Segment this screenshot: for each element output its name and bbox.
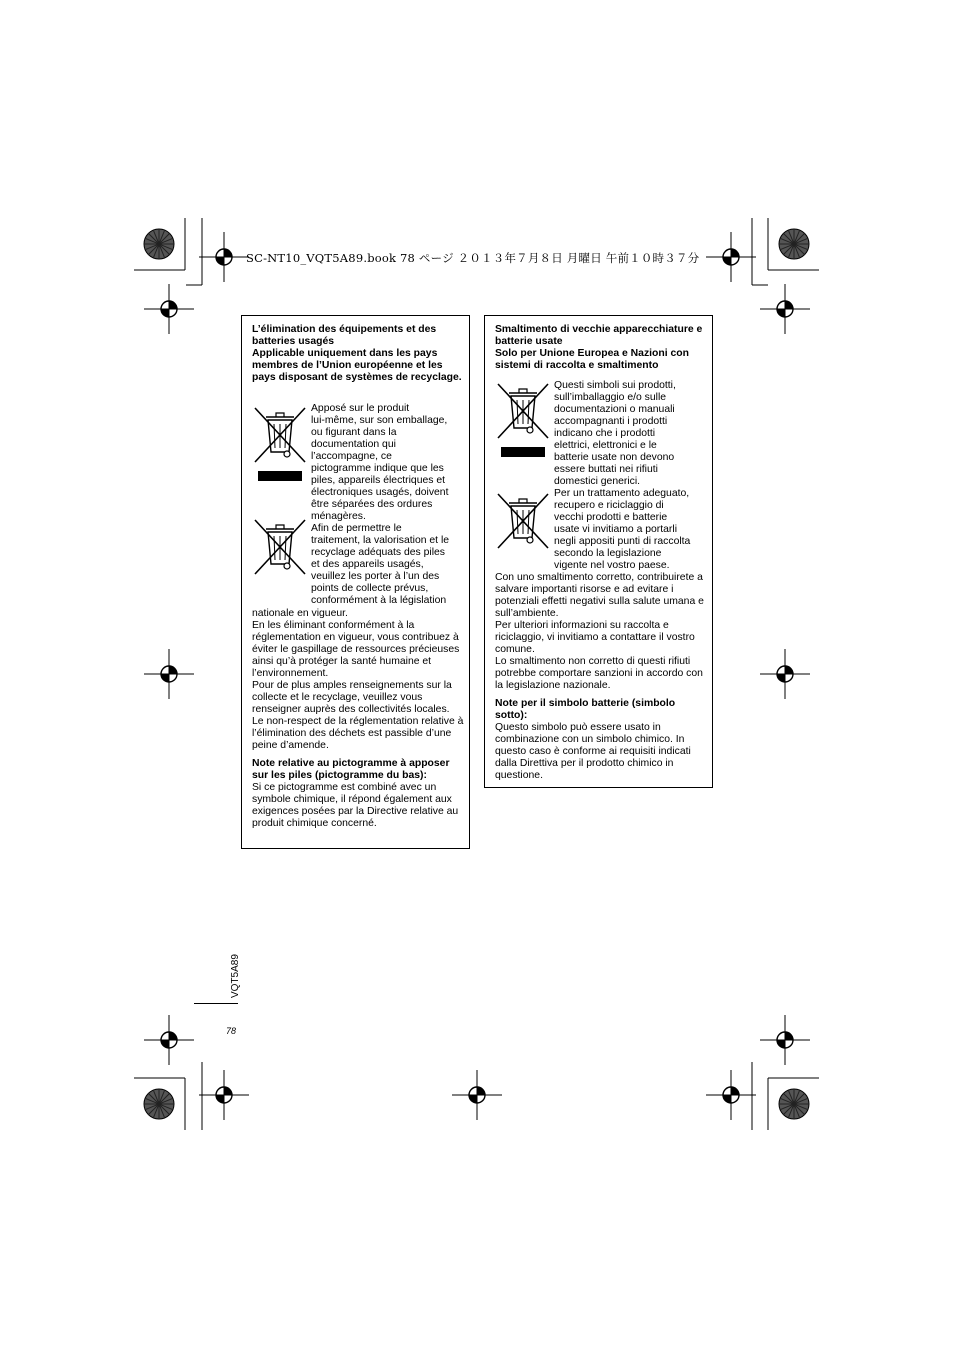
italian-note-body: Questo simbolo può essere usato in combinazione con un simbolo chimico. In questo caso è conforme ai requisiti indicati dalla Direttiva per il prodotto chimico in questione. bbox=[495, 722, 691, 781]
text-line: accompagnanti i prodotti bbox=[554, 416, 668, 427]
text-line: lui-même, sur son emballage, bbox=[311, 415, 448, 426]
french-body bbox=[252, 608, 464, 830]
text-line: Apposé sur le produit bbox=[311, 403, 410, 414]
crossed-bin-icon bbox=[252, 516, 308, 578]
separate-collection-bar bbox=[501, 447, 545, 457]
text-line: ménagères. bbox=[311, 511, 366, 522]
page-number: 78 bbox=[226, 1026, 237, 1036]
french-subtitle: Applicable uniquement dans les pays membres de l’Union européenne et les pays disposant de systèmes de recyclage. bbox=[252, 348, 462, 383]
text-line: documentazioni o manuali bbox=[554, 404, 675, 415]
french-note-body: Si ce pictogramme est combiné avec un symbole chimique, il répond également aux exigences posées par la Directive relative au produit chimique concerné. bbox=[252, 782, 459, 829]
crossed-bin-icon bbox=[252, 404, 308, 466]
text-line: domestici generici. bbox=[554, 476, 641, 487]
text-line: points de collecte prévus, bbox=[311, 583, 429, 594]
text-line: documentation qui bbox=[311, 439, 396, 450]
crossed-bin-icon bbox=[495, 380, 551, 442]
french-para4: Le non-respect de la réglementation relative à l’élimination des déchets est passible d’une peine d’amende. bbox=[252, 716, 464, 751]
text-line: veuillez les porter à l’un des bbox=[311, 571, 440, 582]
text-line: l’accompagne, ce bbox=[311, 451, 392, 462]
french-title: L’élimination des équipements et des batteries usagés bbox=[252, 324, 437, 347]
text-line: traitement, la valorisation et le bbox=[311, 535, 450, 546]
text-line: recupero e riciclaggio di bbox=[554, 500, 664, 511]
text-line: negli appositi punti di raccolta bbox=[554, 536, 691, 547]
text-line: conformément à la législation bbox=[311, 595, 447, 606]
french-para1-lines bbox=[311, 403, 467, 607]
text-line: piles, appareils électriques et bbox=[311, 475, 445, 486]
italian-para2: Con uno smaltimento corretto, contribuirete a salvare importanti risorse e ad evitare i potenziali effetti negativi sulla salute umana e sull’ambiente. bbox=[495, 572, 704, 619]
french-para3: Pour de plus amples renseignements sur la collecte et le recyclage, veuillez vous renseigner auprès des collectivités locales. bbox=[252, 680, 452, 715]
french-heading bbox=[252, 324, 464, 384]
text-line: et des appareils usagés, bbox=[311, 559, 424, 570]
text-line: elettrici, elettronici e le bbox=[554, 440, 657, 451]
text-line: électroniques usagés, doivent bbox=[311, 487, 449, 498]
italian-para3: Per ulteriori informazioni su raccolta e riciclaggio, vi invitiamo a contattare il vostro comune. bbox=[495, 620, 695, 655]
text-line: usate vi invitiamo a portarli bbox=[554, 524, 678, 535]
document-code bbox=[222, 950, 241, 1000]
text-line: pictogramme indique que les bbox=[311, 463, 444, 474]
text-line: indicano che i prodotti bbox=[554, 428, 656, 439]
page-header: SC-NT10_VQT5A89.book 78 ページ ２０１３年７月８日 月曜日 午前１０時３７分 bbox=[246, 251, 700, 265]
french-note-title: Note relative au pictogramme à apposer sur les piles (pictogramme du bas): bbox=[252, 758, 450, 781]
text-line: Questi simboli sui prodotti, bbox=[554, 380, 676, 391]
separate-collection-bar bbox=[258, 471, 302, 481]
text-line: essere buttati nei rifiuti bbox=[554, 464, 658, 475]
text-line: secondo la legislazione bbox=[554, 548, 662, 559]
italian-title: Smaltimento di vecchie apparecchiature e batterie usate bbox=[495, 324, 703, 347]
italian-subtitle: Solo per Unione Europea e Nazioni con sistemi di raccolta e smaltimento bbox=[495, 348, 689, 371]
french-para1-end: nationale en vigueur. bbox=[252, 608, 348, 619]
italian-note-title: Note per il simbolo batterie (simbolo sotto): bbox=[495, 698, 676, 721]
text-line: vecchi prodotti e batterie bbox=[554, 512, 668, 523]
divider bbox=[194, 1003, 238, 1004]
text-line: sull’imballaggio e/o sulle bbox=[554, 392, 667, 403]
french-para2: En les éliminant conformément à la réglementation en vigueur, vous contribuez à éviter le gaspillage de ressources précieuses ainsi qu’à protéger la santé humaine et l’environnement. bbox=[252, 620, 460, 679]
text-line: batterie usate non devono bbox=[554, 452, 675, 463]
text-line: être séparées des ordures bbox=[311, 499, 433, 510]
text-line: vigente nel vostro paese. bbox=[554, 560, 670, 571]
italian-para4: Lo smaltimento non corretto di questi rifiuti potrebbe comportare sanzioni in accordo con la legislazione nazionale. bbox=[495, 656, 703, 691]
text-line: Per un trattamento adeguato, bbox=[554, 488, 690, 499]
document-code-text: VQT5A89 bbox=[230, 954, 241, 998]
italian-heading bbox=[495, 324, 707, 372]
text-line: ou figurant dans la bbox=[311, 427, 397, 438]
text-line: recyclage adéquats des piles bbox=[311, 547, 446, 558]
italian-para1-lines bbox=[554, 380, 710, 572]
italian-body bbox=[495, 572, 707, 782]
text-line: Afin de permettre le bbox=[311, 523, 402, 534]
crossed-bin-icon bbox=[495, 490, 551, 552]
